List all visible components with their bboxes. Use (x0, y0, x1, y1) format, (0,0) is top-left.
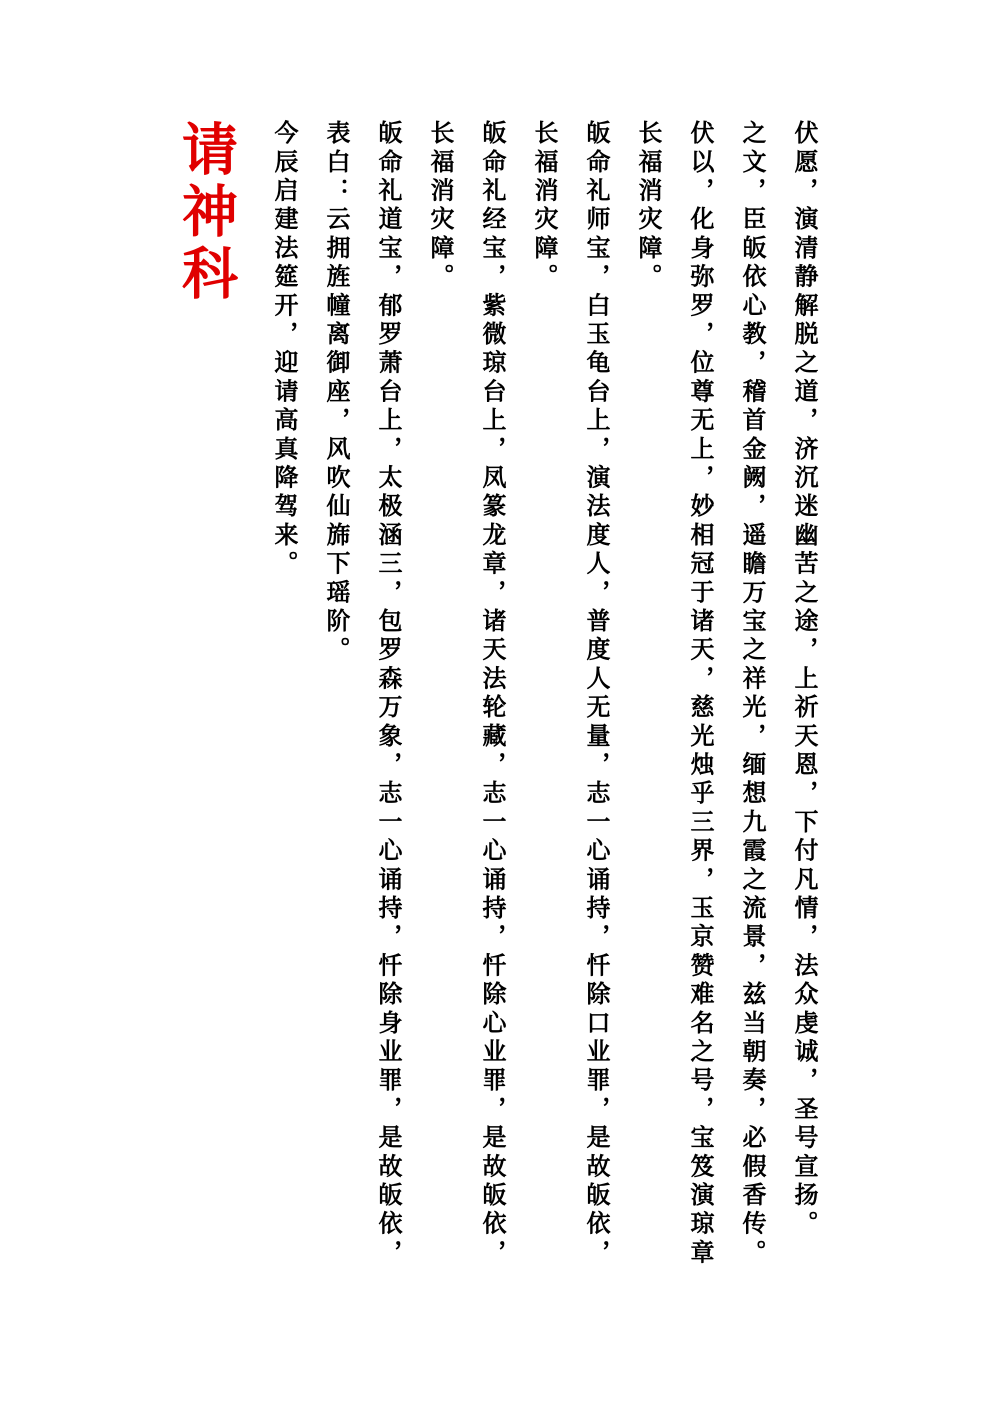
text-column-1: 伏愿，演清静解脱之道，济沉迷幽苦之途，上祈天恩，下付凡情，法众虔诚，圣号宣扬。 (790, 120, 819, 1240)
text-column-9: 皈命礼道宝，郁罗萧台上，太极涵三，包罗森万象，志一心诵持，忏除身业罪，是故皈依， (374, 120, 403, 1268)
text-column-2: 之文，臣皈依心教，稽首金阙，遥瞻万宝之祥光，缅想九霞之流景，兹当朝奏，必假香传。 (738, 120, 767, 1268)
text-column-8: 长福消灾障。 (426, 120, 455, 293)
text-column-7: 皈命礼经宝，紫微琼台上，凤篆龙章，诸天法轮藏，志一心诵持，忏除心业罪，是故皈依， (478, 120, 507, 1268)
text-column-10: 表白：云拥旌幢离御座，风吹仙旆下瑶阶。 (322, 120, 351, 666)
text-column-11: 今辰启建法筵开，迎请高真降驾来。 (270, 120, 299, 580)
text-column-6: 长福消灾障。 (530, 120, 559, 293)
page-title: 请神科 (173, 120, 239, 306)
text-column-4: 长福消灾障。 (634, 120, 663, 293)
text-column-3: 伏以，化身弥罗，位尊无上，妙相冠于诸天，慈光烛乎三界，玉京赞难名之号，宝笈演琼章 (686, 120, 715, 1268)
text-column-5: 皈命礼师宝，白玉龟台上，演法度人，普度人无量，志一心诵持，忏除口业罪，是故皈依， (582, 120, 611, 1268)
